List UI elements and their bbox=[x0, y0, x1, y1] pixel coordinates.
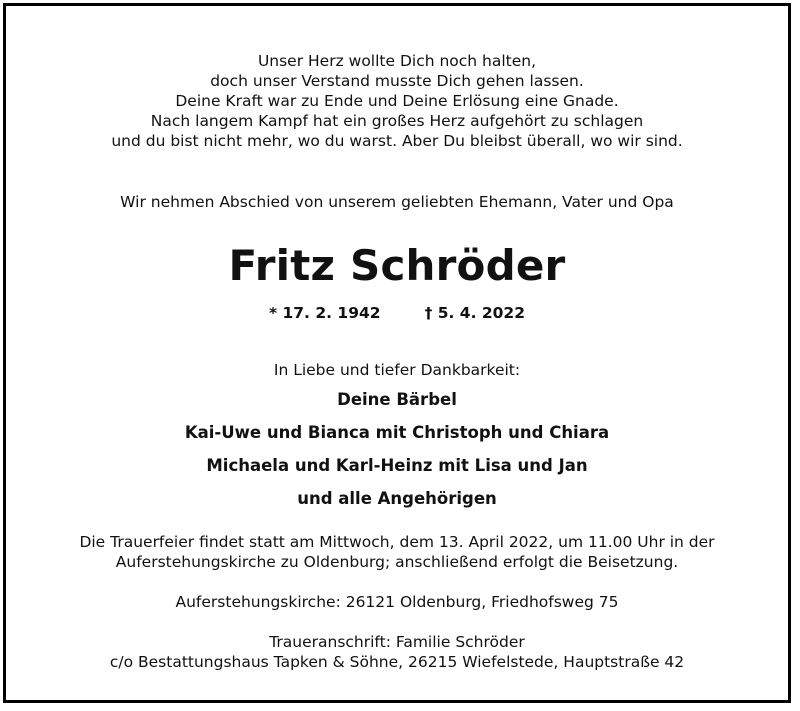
dedication: In Liebe und tiefer Dankbarkeit: bbox=[273, 361, 521, 379]
family-member: und alle Angehörigen bbox=[297, 489, 497, 508]
obituary-notice bbox=[3, 3, 791, 703]
mourning-address: c/o Bestattungshaus Tapken & Söhne, 26215 Wiefelstede, Hauptstraße 42 bbox=[109, 653, 685, 671]
ceremony-info: Auferstehungskirche zu Oldenburg; anschließend erfolgt die Beisetzung. bbox=[115, 553, 679, 571]
poem-line: und du bist nicht mehr, wo du warst. Aber Du bleibst überall, wo wir sind. bbox=[111, 132, 683, 150]
poem-line: Deine Kraft war zu Ende und Deine Erlösung eine Gnade. bbox=[175, 92, 619, 110]
deceased-name: Fritz Schröder bbox=[228, 241, 566, 290]
poem-line: Nach langem Kampf hat ein großes Herz aufgehört zu schlagen bbox=[150, 112, 644, 130]
family-member: Kai-Uwe und Bianca mit Christoph und Chiara bbox=[184, 423, 610, 442]
birth-date: * 17. 2. 1942 bbox=[268, 304, 381, 322]
ceremony-info: Die Trauerfeier findet statt am Mittwoch, dem 13. April 2022, um 11.00 Uhr in der bbox=[79, 533, 715, 551]
death-date: † 5. 4. 2022 bbox=[424, 304, 525, 322]
mourning-address: Traueranschrift: Familie Schröder bbox=[269, 633, 525, 651]
family-member: Deine Bärbel bbox=[337, 390, 457, 409]
church-address: Auferstehungskirche: 26121 Oldenburg, Friedhofsweg 75 bbox=[175, 593, 619, 611]
poem-line: doch unser Verstand musste Dich gehen lassen. bbox=[210, 72, 584, 90]
family-member: Michaela und Karl-Heinz mit Lisa und Jan bbox=[206, 456, 588, 475]
farewell-intro: Wir nehmen Abschied von unserem geliebten Ehemann, Vater und Opa bbox=[120, 193, 674, 211]
life-dates bbox=[6, 303, 788, 323]
poem-line: Unser Herz wollte Dich noch halten, bbox=[257, 52, 537, 70]
